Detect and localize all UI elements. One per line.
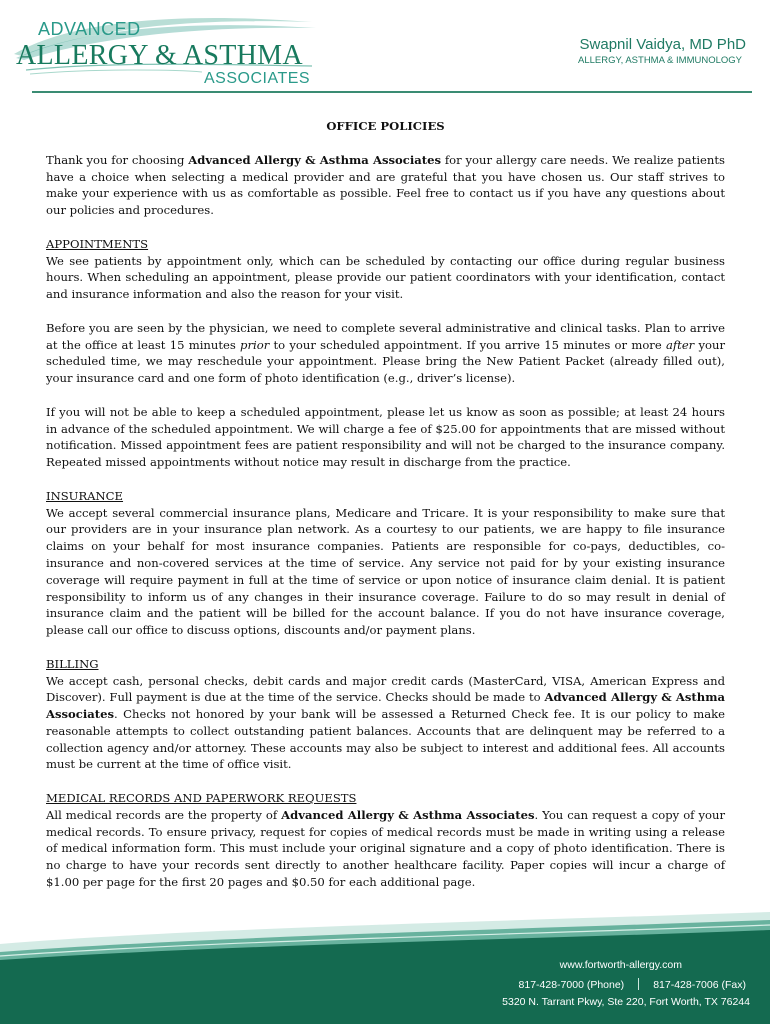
footer-contact-numbers — [519, 978, 746, 991]
insurance-section — [46, 488, 725, 639]
appointments-paragraph-3: If you will not be able to keep a scheduled appointment, please let us know as soon as possible; at least 24 hours in advance of the scheduled appointment. We will charge a fee of $25.00 for appointments that are missed without notification. Missed appointment fees are patient responsibility and will not be charged to the insurance company. Repeated missed appointments without notice may result in discharge from the practice. — [46, 404, 725, 470]
footer-phone[interactable]: 817-428-7000 (Phone) — [518, 979, 625, 991]
physician-name: Swapnil Vaidya, MD PhD — [579, 36, 746, 53]
page-title: OFFICE POLICIES — [326, 119, 445, 133]
billing-text-a: We accept cash, personal checks, debit cards and major credit cards (MasterCard, VISA, American Express and Discover). Full payment is due at the time of the service. Checks should be made to — [46, 673, 725, 705]
logo-text-allergy-asthma: ALLERGY & ASTHMA — [16, 40, 303, 71]
billing-section — [46, 656, 725, 774]
records-section — [46, 790, 725, 891]
billing-practice-name-bold: Advanced Allergy & Asthma Associates — [46, 690, 725, 722]
logo-text-advanced: ADVANCED — [38, 19, 141, 39]
emphasis-after: after — [665, 337, 695, 352]
appointments-section — [46, 236, 725, 303]
billing-heading: BILLING — [46, 656, 99, 671]
appointments-p2-text-c: your scheduled time, we may reschedule your appointment. Please bring the New Patient Packet (already filled out), your insurance card and one form of photo identification (e.g., driver’s license). — [46, 337, 725, 386]
policy-document-body — [46, 118, 725, 908]
emphasis-prior: prior — [240, 337, 270, 352]
practice-name-bold: Advanced Allergy & Asthma Associates — [188, 152, 442, 167]
logo-text-associates: ASSOCIATES — [204, 70, 311, 87]
intro-text-end: for your allergy care needs. We realize patients have a choice when selecting a medical provider and are grateful that you have chosen us. Our staff strives to make your experience with us as comfortable as possible. Feel free to contact us if you have any questions about our policies and procedures. — [46, 152, 725, 218]
intro-text-start: Thank you for choosing — [46, 152, 189, 167]
footer-website-link[interactable]: www.fortworth-allergy.com — [559, 959, 682, 971]
letterhead — [0, 0, 770, 96]
records-text-a: All medical records are the property of — [46, 807, 282, 822]
appointments-paragraph-2 — [46, 320, 725, 387]
insurance-heading: INSURANCE — [46, 488, 124, 503]
appointments-heading: APPOINTMENTS — [46, 236, 149, 251]
intro-paragraph — [46, 152, 725, 219]
records-practice-name-bold: Advanced Allergy & Asthma Associates — [281, 807, 535, 822]
billing-text-b: . Checks not honored by your bank will be assessed a Returned Check fee. It is our policy to make reasonable attempts to collect outstanding patient balances. Accounts that are delinquent may be referred to a collection agency and/or attorney. These accounts may also be subject to interest and additional fees. All accounts must be current at the time of office visit. — [46, 707, 725, 772]
footer — [0, 900, 770, 1024]
footer-address: 5320 N. Tarrant Pkwy, Ste 220, Fort Worth, TX 76244 — [502, 996, 750, 1008]
records-heading: MEDICAL RECORDS AND PAPERWORK REQUESTS — [46, 791, 357, 806]
appointments-paragraph-1: We see patients by appointment only, which can be scheduled by contacting our office during regular business hours. When scheduling an appointment, please provide our patient coordinators with your identification, contact and insurance information and also the reason for your visit. — [46, 253, 725, 302]
records-text-b: . You can request a copy of your medical records. To ensure privacy, request for copies of medical records must be made in writing using a release of medical information form. This must include your original signature and a copy of photo identification. There is no charge to have your records sent directly to another healthcare facility. Paper copies will incur a charge of $1.00 per page for the first 20 pages and $0.50 for each additional page. — [46, 807, 725, 890]
practice-logo — [12, 8, 322, 86]
contact-separator — [638, 978, 639, 990]
physician-specialty: ALLERGY, ASTHMA & IMMUNOLOGY — [577, 55, 742, 66]
appointments-p2-text-a: Before you are seen by the physician, we need to complete several administrative and clinical tasks. Plan to arrive at the office at least 15 minutes — [46, 320, 725, 352]
header-divider — [32, 91, 752, 93]
appointments-p2-text-b: to your scheduled appointment. If you arrive 15 minutes or more — [269, 337, 666, 352]
footer-fax: 817-428-7006 (Fax) — [653, 979, 746, 991]
insurance-paragraph: We accept several commercial insurance plans, Medicare and Tricare. It is your responsibility to make sure that our providers are in your insurance plan network. As a courtesy to our patients, we are happy to file insurance claims on your behalf for most insurance companies. Patients are responsible for co-pays, deductibles, co-insurance and non-covered services at the time of service. Any service not paid for by your existing insurance coverage will require payment in full at the time of service or upon notice of insurance claim denial. It is patient responsibility to inform us of any changes in their insurance coverage. Failure to do so may result in denial of insurance claim and the patient will be billed for the account balance. If you do not have insurance coverage, please call our office to discuss options, discounts and/or payment plans. — [46, 505, 725, 638]
